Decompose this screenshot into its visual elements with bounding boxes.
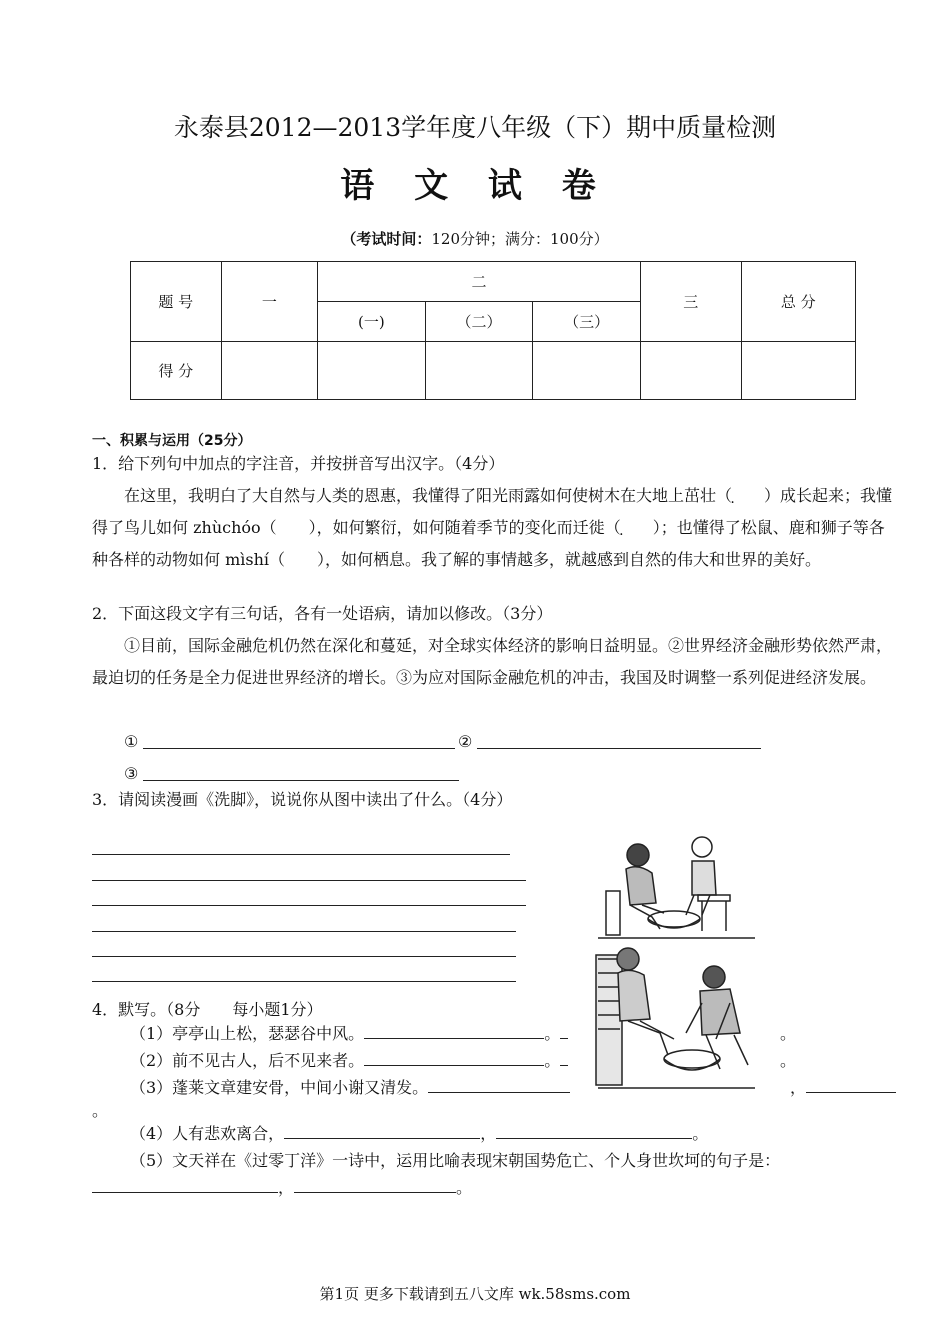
question-1-passage [92,480,898,576]
punctuation: 。 [692,1124,709,1143]
exam-info [0,228,950,249]
score-cell[interactable] [318,342,426,400]
exam-info-bold: （考试时间： [341,230,432,248]
score-cell[interactable] [425,342,533,400]
dotted-word: 茁壮 · [684,486,716,505]
cartoon-top-panel [598,837,755,938]
punctuation: ， [790,1078,807,1097]
dotted-word: 迁徙 · [573,518,605,537]
question-2-passage: ①目前，国际金融危机仍然在深化和蔓延，对全球实体经济的影响日益明显。②世界经济金融形势依然严肃，最迫切的任务是全力促进世界经济的增长。③为应对国际金融危机的冲击，我国及时调整一系列促进经济发展。 [92,636,893,687]
answer-line[interactable] [92,880,526,881]
section-heading: 一、积累与运用（25分） [92,433,252,449]
answer-blank[interactable] [294,1178,456,1193]
col-section-1: 一 [221,262,318,342]
recitation-item [130,1047,568,1074]
question-1-prompt: 1．给下列句中加点的字注音，并按拼音写出汉字。（4分） [92,454,505,473]
answer-mark: ③ [124,764,139,783]
answer-line[interactable] [92,931,516,932]
punctuation: 。 [780,1051,797,1070]
answer-blank[interactable] [560,1024,568,1039]
score-cell[interactable] [741,342,855,400]
recitation-item [130,1020,568,1047]
answer-blank[interactable] [92,1178,278,1193]
recitation-text: （1）亭亭山上松，瑟瑟谷中风。 [130,1024,365,1043]
recitation-text: （3）蓬莱文章建安骨，中间小谢又清发。 [130,1078,429,1097]
page-footer: 第1页 更多下载请到五八文库 wk.58sms.com [319,1285,631,1303]
answer-line[interactable] [92,981,516,982]
col-section-2-sub-1: (一) [318,302,426,342]
question-4-prompt: 4．默写。（8分 每小题1分） [92,1000,323,1019]
answer-line[interactable] [143,780,459,781]
answer-line[interactable] [92,956,516,957]
recitation-item-end [790,1074,896,1101]
passage-text: （ ）；也懂得了松鼠、鹿和狮子等各种各样的动物如何 mìshí（ ），如何栖息。我了解的事情越多，就越感到自然的伟大和世界的美好。 [92,518,885,569]
punctuation: ， [278,1178,295,1197]
passage-text: 在这里，我明白了大自然与人类的恩惠，我懂得了阳光雨露如何使树木在大地上 [124,486,685,505]
exam-title: 永泰县2012—2013学年度八年级（下）期中质量检测 [173,113,777,142]
recitation-item: （5）文天祥在《过零丁洋》一诗中，运用比喻表现宋朝国势危亡、个人身世坎坷的句子是： [130,1151,781,1170]
row-label-score: 得 分 [131,342,222,400]
foot-washing-cartoon [590,833,760,1095]
score-table [130,261,856,400]
answer-blank[interactable] [496,1124,692,1139]
recitation-text: （4）人有悲欢离合， [130,1124,285,1143]
row-label-number: 题 号 [131,262,222,342]
exam-info-rest: 120分钟；满分：100分） [431,230,609,248]
score-cell[interactable] [221,342,318,400]
answer-blank[interactable] [560,1051,568,1066]
col-section-2-sub-2: （二） [425,302,533,342]
recitation-item [130,1120,708,1147]
cartoon-bottom-panel [596,948,755,1088]
answer-blank[interactable] [364,1051,544,1066]
question-2-prompt: 2．下面这段文字有三句话，各有一处语病，请加以修改。（3分） [92,604,553,623]
recitation-answer [92,1174,472,1201]
answer-mark: ② [458,732,473,751]
punctuation: 。 [544,1051,561,1070]
punctuation: 。 [456,1178,473,1197]
subject-title: 语 文 试 卷 [340,166,610,206]
punctuation: 。 [92,1101,109,1120]
question-3-prompt: 3．请阅读漫画《洗脚》，说说你从图中读出了什么。（4分） [92,790,513,809]
col-section-2-sub-3: （三） [533,302,641,342]
punctuation: 。 [780,1024,797,1043]
recitation-item [130,1074,570,1101]
answer-blank[interactable] [806,1078,896,1093]
passage-text: （ ）成长起来；我懂得了鸟儿如何 zhùchóo（ ），如何繁衍，如何随着季节的变化而 [92,486,893,537]
answer-blank[interactable] [364,1024,544,1039]
answer-line[interactable] [143,748,455,749]
col-total: 总 分 [741,262,855,342]
score-cell[interactable] [640,342,741,400]
answer-mark: ① [124,732,139,751]
col-section-3: 三 [640,262,741,342]
answer-blank[interactable] [428,1078,570,1093]
answer-line[interactable] [92,854,510,855]
answer-line[interactable] [477,748,761,749]
answer-blank[interactable] [284,1124,480,1139]
score-cell[interactable] [533,342,641,400]
col-section-2: 二 [318,262,641,302]
answer-line[interactable] [92,905,526,906]
punctuation: ， [480,1124,497,1143]
recitation-text: （2）前不见古人，后不见来者。 [130,1051,365,1070]
punctuation: 。 [544,1024,561,1043]
